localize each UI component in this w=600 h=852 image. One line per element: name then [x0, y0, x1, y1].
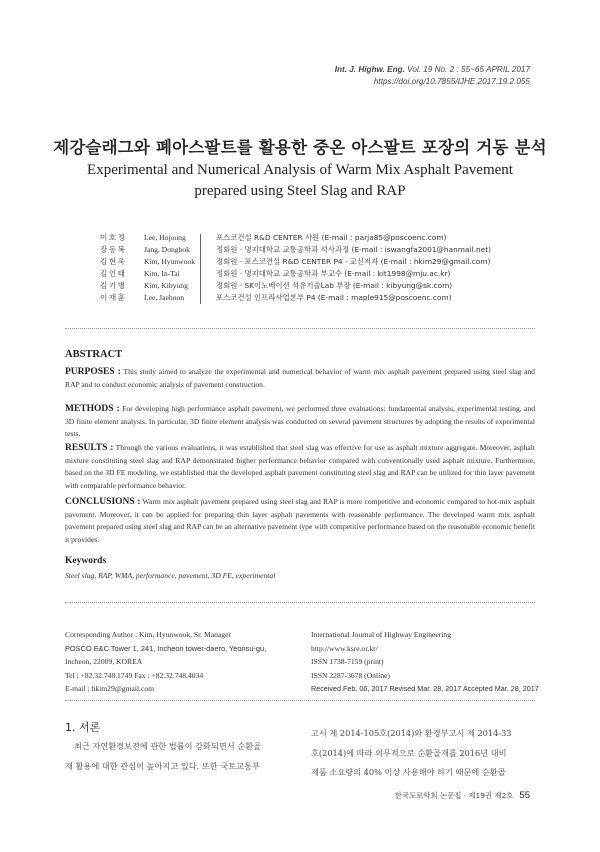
- journal-name: International Journal of Highway Engineering: [311, 630, 452, 639]
- volume-info: Vol. 19 No. 2 : 55~65 APRIL 2017: [407, 65, 530, 74]
- author-row: [100, 280, 491, 292]
- conclusions-text: Warm mix asphalt pavement prepared using steel slag and RAP is more competitive and economic compared to hot-mix asphalt pavement. Moreover, it can be applied for preparing thin layer asphalt pavements with reasonable performance. The developed warm mix asphalt pavement prepared using steel slag and RAP can be an alternative pavement type with competitive performance based on the reasonable economic benefit it provides.: [65, 497, 535, 544]
- author-row: [100, 232, 491, 244]
- title-korean: 제강슬래그와 폐아스팔트를 활용한 중온 아스팔트 포장의 거동 분석: [53, 138, 547, 157]
- author-name-ko: 이호정: [100, 233, 127, 242]
- section-divider: [65, 602, 535, 603]
- author-name-en: Kim, Kibyung: [144, 281, 188, 291]
- purposes-text: This study aimed to analyze the experimental and numerical behavior of warm mix asphalt pavement prepared using steel slag and RAP and to conduct economic analysis of pavement construction.: [65, 367, 535, 389]
- section-divider: [65, 328, 535, 329]
- journal-citation: [335, 64, 530, 88]
- title-english-line2: prepared using Steel Slag and RAP: [194, 183, 406, 199]
- title-english: [0, 160, 600, 202]
- author-affiliation: 포스코건설 R&D CENTER 사원 (E-mail : parja85@poscoenc.com): [216, 233, 447, 242]
- body-line: 재 활용에 대한 관심이 높아지고 있다. 또한 국토교통부: [65, 760, 260, 771]
- conclusions-label: CONCLUSIONS :: [65, 497, 141, 507]
- abstract-heading: ABSTRACT: [65, 349, 123, 360]
- methods-label: METHODS :: [65, 404, 120, 414]
- title-english-line1: Experimental and Numerical Analysis of Warm Mix Asphalt Pavement: [87, 162, 513, 178]
- author-row: [100, 268, 491, 280]
- corr-email[interactable]: E-mail : hkim29@gmail.com: [65, 684, 155, 693]
- abstract-purposes: [65, 366, 535, 391]
- author-affiliation: 정회원 · 포스코건설 R&D CENTER P4 · 교신저자 (E-mail : hkim29@gmail.com): [216, 257, 491, 267]
- author-row: [100, 256, 491, 268]
- body-line: 고시 제 2014-105호(2014)와 환경부고시 제 2014-33: [311, 728, 512, 738]
- body-column-left: [65, 737, 293, 776]
- manuscript-dates: Received Feb. 06, 2017 Revised Mar. 28, 2017 Accepted Mar. 28, 2017: [311, 684, 539, 693]
- results-text: Through the various evaluations, it was established that steel slag was effective for use as asphalt mixture aggregate. Moreover, asphalt mixture constituting steel slag and RAP demonstrated higher performance behavior compared with conventionally used asphalt mixture. Furthermore, based on the 3D FE modeling, we established that the developed asphalt pavement constituting steel slag and RAP can be utilized for thin layer pavement with comparable performance behavior.: [65, 443, 535, 490]
- issn-print: ISSN 1738-7159 (print): [311, 657, 384, 666]
- corr-phone: Tel : +82.32.748.1749 Fax : +82.32.748.4034: [65, 670, 204, 680]
- abstract-results: [65, 442, 535, 492]
- author-list: [100, 232, 491, 305]
- author-name-en: Kim, Hyunwook: [144, 257, 196, 267]
- page-footer: [395, 790, 530, 801]
- footer-journal: 한국도로학회 논문집 · 제19권 제2호: [394, 791, 514, 800]
- page-number: 55: [519, 790, 530, 801]
- author-affiliation: 정회원 · 명지대학교 교통공학과 부교수 (E-mail : kit1998@mju.ac.kr): [216, 269, 451, 279]
- journal-abbrev: Int. J. Highw. Eng.: [334, 65, 405, 74]
- corr-address: POSCO E&C Tower 1, 241, Incheon tower-daero, Yeonsu-gu,: [65, 643, 267, 653]
- corr-city: Incheon, 22009, KOREA: [65, 657, 143, 666]
- author-row: [100, 292, 491, 304]
- abstract-methods: [65, 403, 535, 441]
- author-name-ko: 김인태: [100, 269, 127, 279]
- author-name-ko: 이재훈: [100, 293, 127, 303]
- author-name-ko: 장동복: [100, 245, 127, 255]
- journal-info-block: [311, 628, 539, 696]
- section-heading: 1. 서론: [65, 721, 101, 734]
- methods-text: For developing high performance asphalt pavement, we performed three evaluations: fundamental analysis, experimental testing, and 3D finite element analysis. In particular, 3D finite element analysis was conducted on several pavement structures by adopting the results of experimental tests.: [65, 404, 535, 439]
- body-line: 호(2014)에 따라 의무적으로 순환골재를 2016년 대비: [311, 747, 507, 758]
- body-line: 최근 자연환경보전에 관한 법률이 강화되면서 순환골: [74, 741, 262, 751]
- citation-line: [335, 64, 530, 76]
- author-name-ko: 김기병: [100, 281, 127, 291]
- corr-author: Corresponding Author : Kim, Hyunwook, Sr. Manager: [65, 630, 231, 639]
- body-column-right: [311, 724, 537, 783]
- author-affiliation: 정회원 · SK이노베이션 석유기술Lab 부장 (E-mail : kibyung@sk.com): [216, 281, 453, 291]
- author-affiliation: 정회원 · 명지대학교 교통공학과 석사과정 (E-mail : iswangfa2001@hanmail.net): [216, 245, 491, 255]
- author-name-en: Lee, Hojoung: [144, 233, 186, 242]
- issn-online: ISSN 2287-3678 (Online): [311, 670, 390, 680]
- section-divider: [65, 700, 535, 701]
- author-affiliation: 포스코건설 인프라사업본부 P4 (E-mail : maple915@poscoenc.com): [216, 293, 452, 303]
- keywords-list: Steel slag, RAP, WMA, performance, pavement, 3D FE, experimental: [65, 571, 276, 580]
- purposes-label: PURPOSES :: [65, 367, 121, 377]
- author-name-en: Jang, Dongbok: [144, 245, 190, 255]
- correspondence-block: [65, 628, 266, 696]
- body-line: 제품 소요량의 40% 이상 사용해야 하기 때문에 순환골: [311, 767, 506, 777]
- results-label: RESULTS :: [65, 443, 114, 453]
- author-name-en: Lee, Jaehoon: [144, 293, 185, 303]
- journal-url[interactable]: http://www.ksre.or.kr/: [311, 643, 378, 653]
- author-row: [100, 244, 491, 256]
- author-name-ko: 김현욱: [100, 257, 127, 267]
- doi-link[interactable]: https://doi.org/10.7855/IJHE.2017.19.2.055: [373, 77, 530, 86]
- abstract-conclusions: [65, 496, 535, 546]
- author-name-en: Kim, In-Tai: [144, 269, 180, 279]
- keywords-heading: Keywords: [65, 556, 107, 566]
